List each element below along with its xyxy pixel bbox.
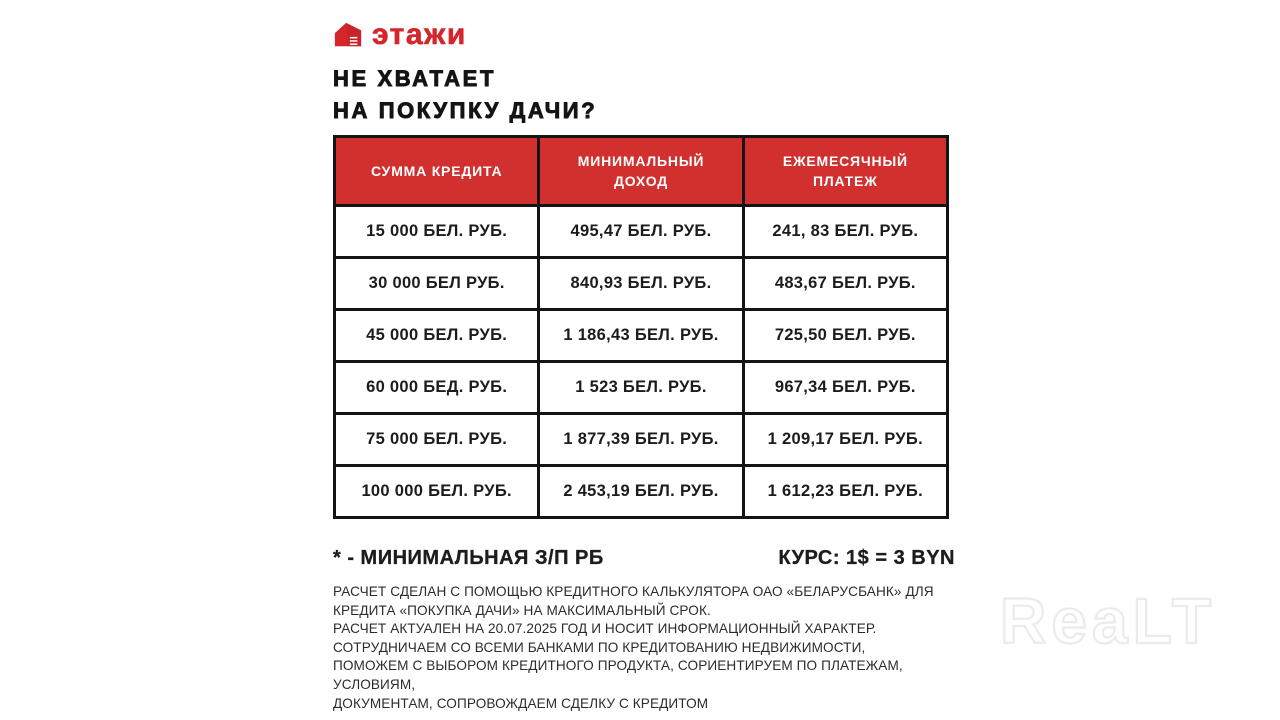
cell-monthly-payment: 1 612,23 БЕЛ. РУБ. xyxy=(743,466,947,518)
house-icon xyxy=(333,20,363,51)
cell-min-income: 2 453,19 БЕЛ. РУБ. xyxy=(539,466,743,518)
brand-logo-text: этажи xyxy=(372,18,467,51)
page-title-line1: НЕ ХВАТАЕТ xyxy=(333,66,496,91)
disclaimer-line: УСЛОВИЯМ, xyxy=(333,676,416,692)
page-title-line2: НА ПОКУПКУ ДАЧИ? xyxy=(333,98,598,123)
table-row xyxy=(335,258,948,310)
cell-min-income: 1 186,43 БЕЛ. РУБ. xyxy=(539,310,743,362)
credit-table xyxy=(333,135,949,519)
disclaimer-line: СОТРУДНИЧАЕМ СО ВСЕМИ БАНКАМИ ПО КРЕДИТОВАНИЮ НЕДВИЖИМОСТИ, xyxy=(333,639,866,655)
disclaimer-line: КРЕДИТА «ПОКУПКА ДАЧИ» НА МАКСИМАЛЬНЫЙ СРОК. xyxy=(333,602,711,618)
disclaimer-text xyxy=(333,583,973,713)
cell-monthly-payment: 725,50 БЕЛ. РУБ. xyxy=(743,310,947,362)
cell-loan-amount: 100 000 БЕЛ. РУБ. xyxy=(335,466,539,518)
cell-loan-amount: 15 000 БЕЛ. РУБ. xyxy=(335,206,539,258)
column-header-min-income: МИНИМАЛЬНЫЙ ДОХОД xyxy=(539,137,743,206)
disclaimer-line: РАСЧЕТ АКТУАЛЕН НА 20.07.2025 ГОД И НОСИТ ИНФОРМАЦИОННЫЙ ХАРАКТЕР. xyxy=(333,621,877,637)
exchange-rate-note: КУРС: 1$ = 3 BYN xyxy=(778,547,955,569)
disclaimer-line: ПОМОЖЕМ С ВЫБОРОМ КРЕДИТНОГО ПРОДУКТА, СОРИЕНТИРУЕМ ПО ПЛАТЕЖАМ, xyxy=(333,658,903,674)
credit-table-header xyxy=(335,137,948,206)
cell-monthly-payment: 483,67 БЕЛ. РУБ. xyxy=(743,258,947,310)
cell-min-income: 1 877,39 БЕЛ. РУБ. xyxy=(539,414,743,466)
page-title xyxy=(333,63,597,127)
cell-loan-amount: 75 000 БЕЛ. РУБ. xyxy=(335,414,539,466)
table-header-row xyxy=(335,137,948,206)
brand-logo xyxy=(333,18,467,52)
cell-monthly-payment: 967,34 БЕЛ. РУБ. xyxy=(743,362,947,414)
table-row xyxy=(335,206,948,258)
cell-monthly-payment: 241, 83 БЕЛ. РУБ. xyxy=(743,206,947,258)
cell-monthly-payment: 1 209,17 БЕЛ. РУБ. xyxy=(743,414,947,466)
table-row xyxy=(335,310,948,362)
cell-loan-amount: 45 000 БЕЛ. РУБ. xyxy=(335,310,539,362)
cell-loan-amount: 60 000 БЕД. РУБ. xyxy=(335,362,539,414)
cell-min-income: 495,47 БЕЛ. РУБ. xyxy=(539,206,743,258)
column-header-loan-amount: СУММА КРЕДИТА xyxy=(335,137,539,206)
column-header-monthly-payment: ЕЖЕМЕСЯЧНЫЙ ПЛАТЕЖ xyxy=(743,137,947,206)
disclaimer-line: ДОКУМЕНТАМ, СОПРОВОЖДАЕМ СДЕЛКУ С КРЕДИТОМ xyxy=(333,695,709,711)
footnote-row xyxy=(333,547,955,570)
cell-min-income: 840,93 БЕЛ. РУБ. xyxy=(539,258,743,310)
cell-min-income: 1 523 БЕЛ. РУБ. xyxy=(539,362,743,414)
table-row xyxy=(335,362,948,414)
table-row xyxy=(335,414,948,466)
cell-loan-amount: 30 000 БЕЛ РУБ. xyxy=(335,258,539,310)
realt-watermark: ReaLT xyxy=(1000,585,1216,657)
credit-table-body xyxy=(335,206,948,518)
disclaimer-line: РАСЧЕТ СДЕЛАН С ПОМОЩЬЮ КРЕДИТНОГО КАЛЬКУЛЯТОРА ОАО «БЕЛАРУСБАНК» ДЛЯ xyxy=(333,584,934,599)
min-salary-note: * - МИНИМАЛЬНАЯ З/П РБ xyxy=(333,547,604,569)
table-row xyxy=(335,466,948,518)
